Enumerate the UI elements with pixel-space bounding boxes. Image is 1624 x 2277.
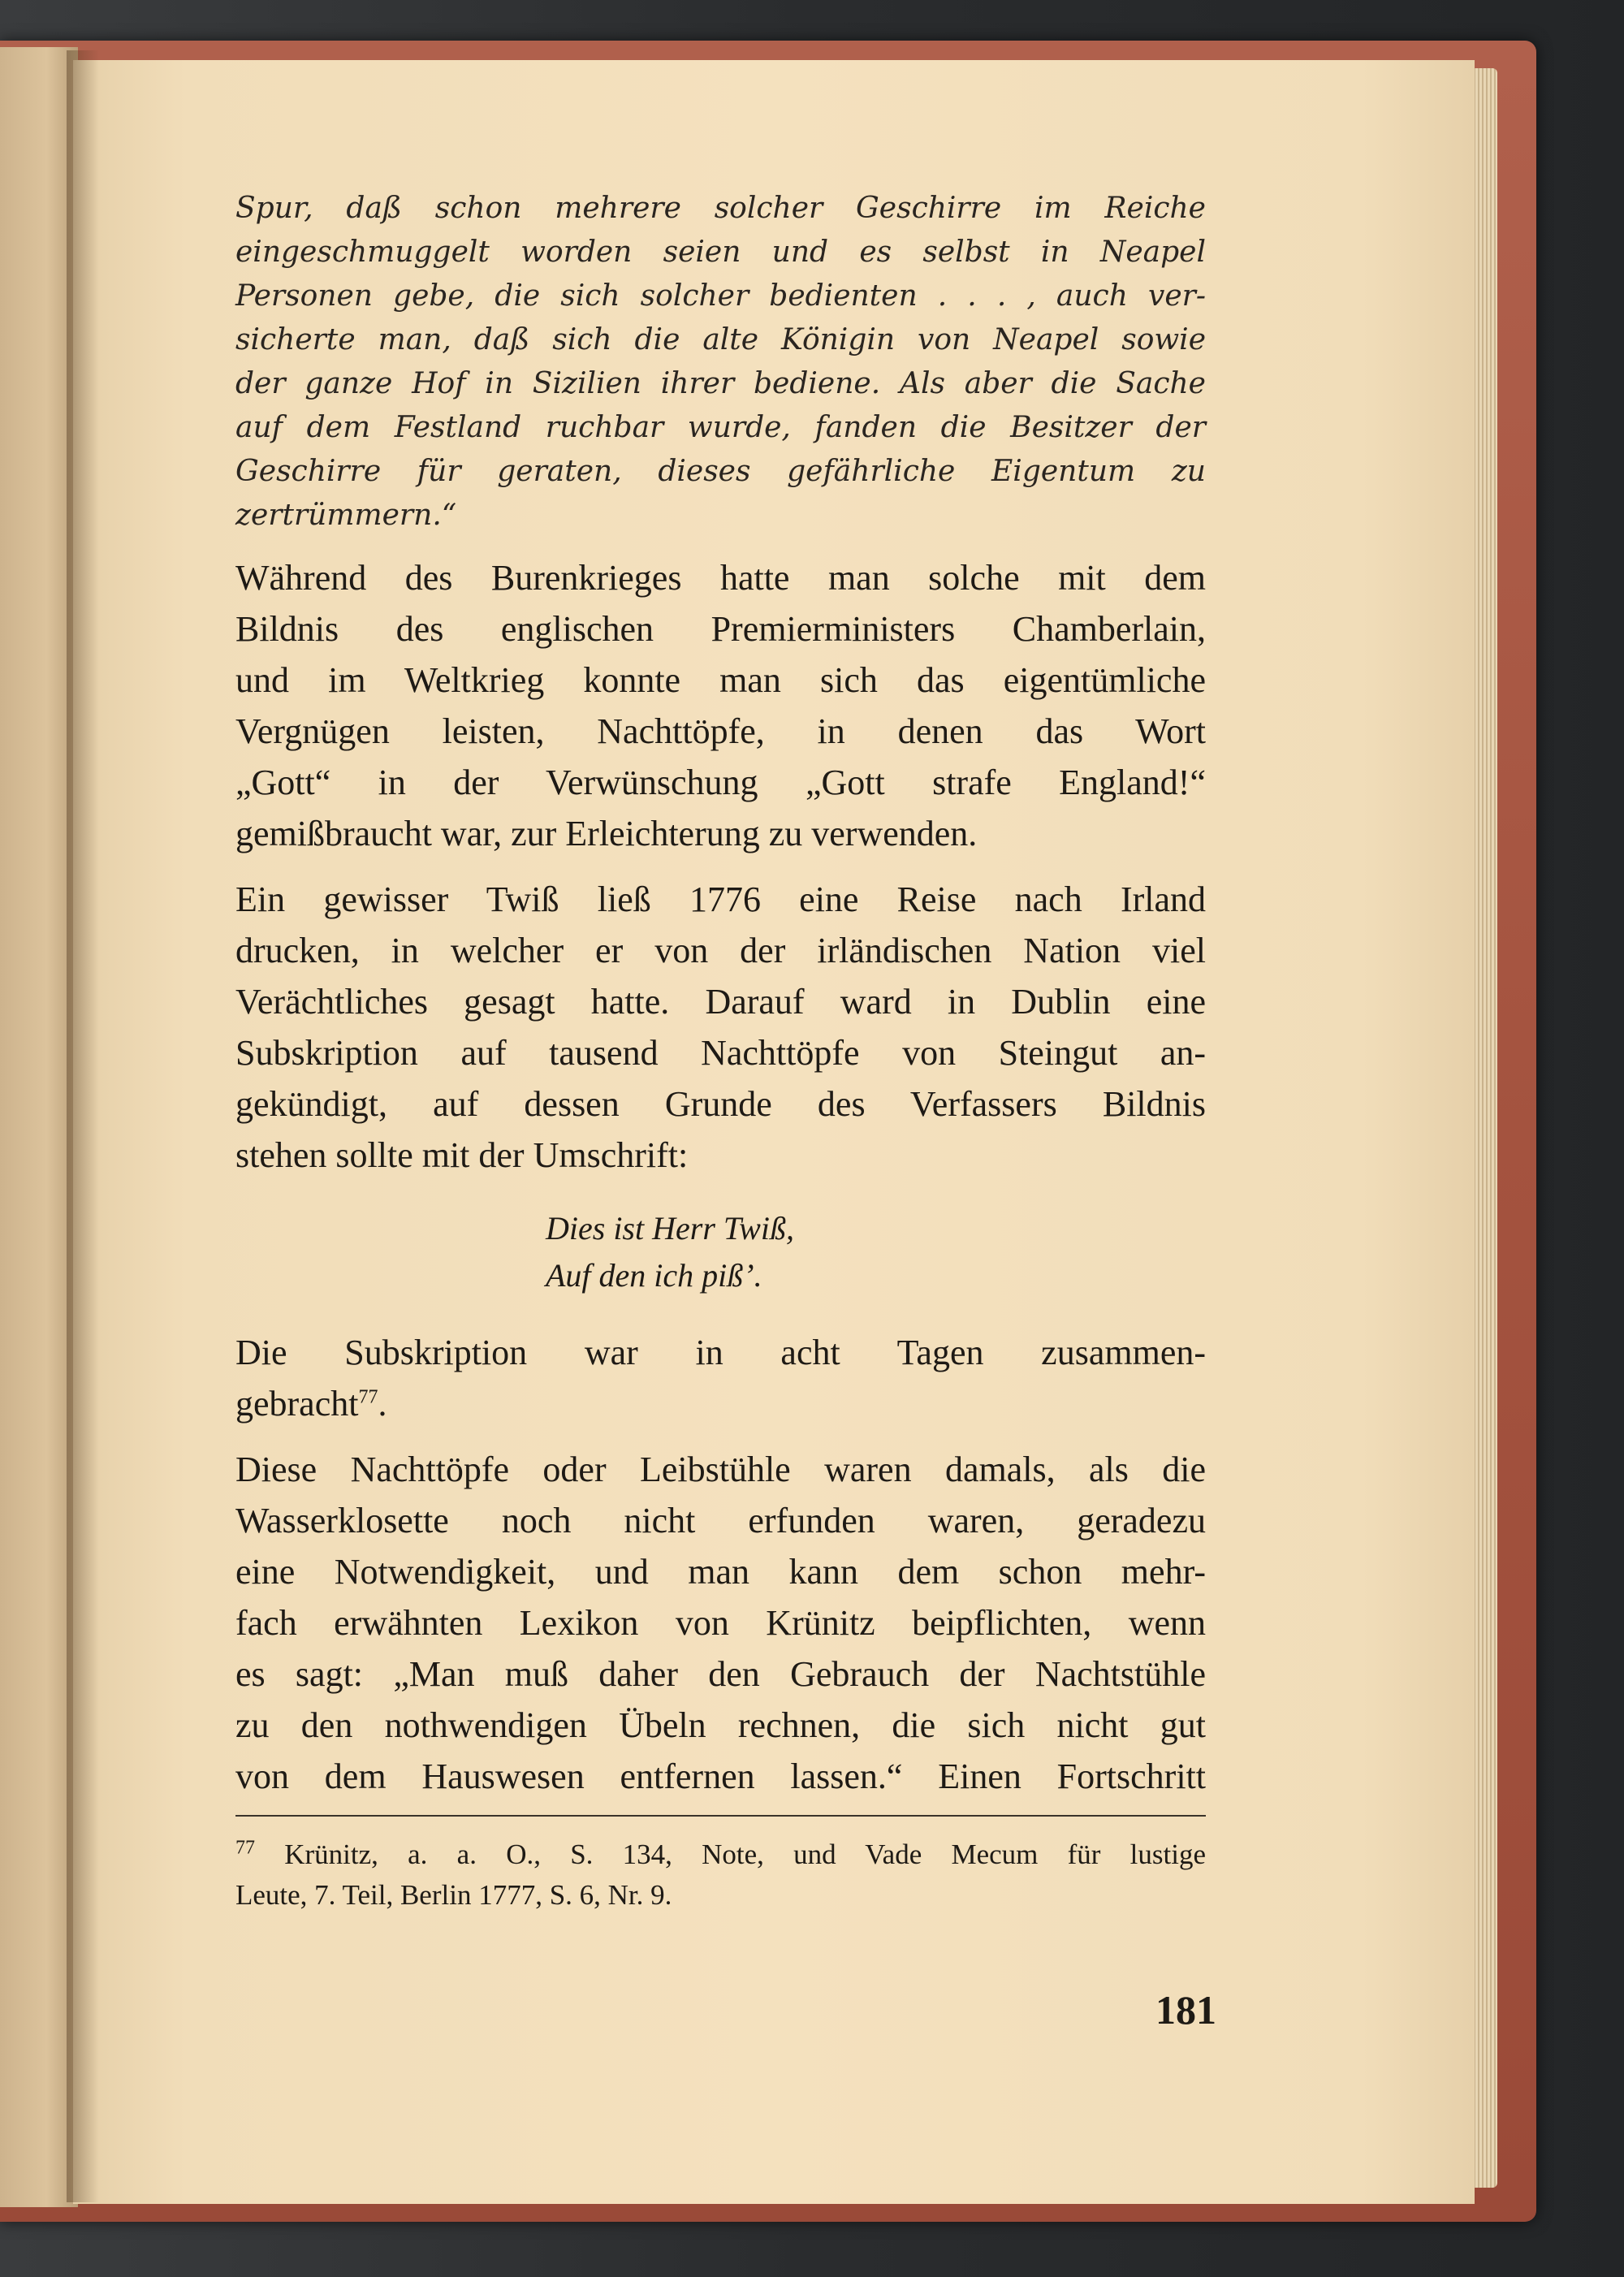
text-line: Diese Nachttöpfe oder Leibstühle waren damals, als die bbox=[235, 1450, 1206, 1489]
verse-inscription bbox=[235, 1205, 1206, 1299]
footnote-reference: 77 bbox=[358, 1386, 378, 1408]
text-line: Die Subskription war in acht Tagen zusammen- bbox=[235, 1333, 1206, 1372]
text-line: Verächtliches gesagt hatte. Darauf ward in Dublin eine bbox=[235, 982, 1206, 1022]
quote-line: sicherte man, daß sich die alte Königin von Neapel sowie bbox=[235, 323, 1206, 356]
text-line: von dem Hauswesen entfernen lassen.“ Einen Fortschritt bbox=[235, 1756, 1206, 1796]
footnote-line bbox=[235, 1834, 1206, 1875]
text-line: Ein gewisser Twiß ließ 1776 eine Reise nach Irland bbox=[235, 879, 1206, 919]
text-line: gemißbraucht war, zur Erleichterung zu verwenden. bbox=[235, 814, 978, 853]
text-line: drucken, in welcher er von der irländischen Nation viel bbox=[235, 931, 1206, 970]
text-line: „Gott“ in der Verwünschung „Gott strafe England!“ bbox=[235, 763, 1206, 802]
text-line: Während des Burenkrieges hatte man solche mit dem bbox=[235, 558, 1206, 598]
gutter-shadow bbox=[67, 50, 99, 2202]
text-line: Bildnis des englischen Premierministers Chamberlain, bbox=[235, 609, 1206, 649]
quote-line: auf dem Festland ruchbar wurde, fanden die Besitzer der bbox=[235, 411, 1206, 444]
quote-line: Geschirre für geraten, dieses gefährliche Eigentum zu bbox=[235, 455, 1206, 488]
text-line: Wasserklosette noch nicht erfunden waren, geradezu bbox=[235, 1501, 1206, 1540]
paragraph-subskription bbox=[235, 1327, 1206, 1429]
page-number: 181 bbox=[1155, 1987, 1216, 2033]
text-line: es sagt: „Man muß daher den Gebrauch der Nachtstühle bbox=[235, 1654, 1206, 1694]
paragraph-twiss bbox=[235, 874, 1206, 1181]
quote-line: Spur, daß schon mehrere solcher Geschirre im Reiche bbox=[235, 192, 1206, 225]
footnote-divider bbox=[235, 1815, 1206, 1817]
text-line: und im Weltkrieg konnte man sich das eigentümliche bbox=[235, 660, 1206, 700]
quote-line: der ganze Hof in Sizilien ihrer bediene. Als aber die Sache bbox=[235, 367, 1206, 400]
quote-line: zertrümmern.“ bbox=[235, 499, 457, 532]
text-span: . bbox=[378, 1384, 387, 1424]
verse-line: Dies ist Herr Twiß, bbox=[546, 1210, 794, 1247]
quote-line: eingeschmuggelt worden seien und es selbst in Neapel bbox=[235, 235, 1206, 269]
text-line: eine Notwendigkeit, und man kann dem schon mehr- bbox=[235, 1552, 1206, 1592]
text-line: Subskription auf tausend Nachttöpfe von Steingut an- bbox=[235, 1033, 1206, 1073]
text-span: gebracht bbox=[235, 1384, 359, 1424]
footnote bbox=[235, 1834, 1206, 1916]
paragraph-burenkrieg bbox=[235, 552, 1206, 859]
quote-line: Personen gebe, die sich solcher bedienten . . . , auch ver- bbox=[235, 279, 1206, 313]
text-span: Krünitz, a. a. O., S. 134, Note, und Vade Mecum für lustige bbox=[284, 1838, 1207, 1870]
text-line bbox=[235, 1378, 1206, 1429]
footnote-line: Leute, 7. Teil, Berlin 1777, S. 6, Nr. 9. bbox=[235, 1879, 672, 1911]
footnote-number: 77 bbox=[235, 1837, 255, 1859]
text-line: zu den nothwendigen Übeln rechnen, die sich nicht gut bbox=[235, 1705, 1206, 1745]
verse-line: Auf den ich piß’. bbox=[546, 1257, 762, 1294]
text-line: stehen sollte mit der Umschrift: bbox=[235, 1135, 689, 1175]
text-line: Vergnügen leisten, Nachttöpfe, in denen das Wort bbox=[235, 711, 1206, 751]
paragraph-nachttoepfe bbox=[235, 1444, 1206, 1802]
text-line: fach erwähnten Lexikon von Krünitz beipflichten, wenn bbox=[235, 1603, 1206, 1643]
text-line: gekündigt, auf dessen Grunde des Verfassers Bildnis bbox=[235, 1084, 1206, 1124]
page-text bbox=[235, 187, 1206, 1916]
quote-block bbox=[235, 187, 1206, 538]
